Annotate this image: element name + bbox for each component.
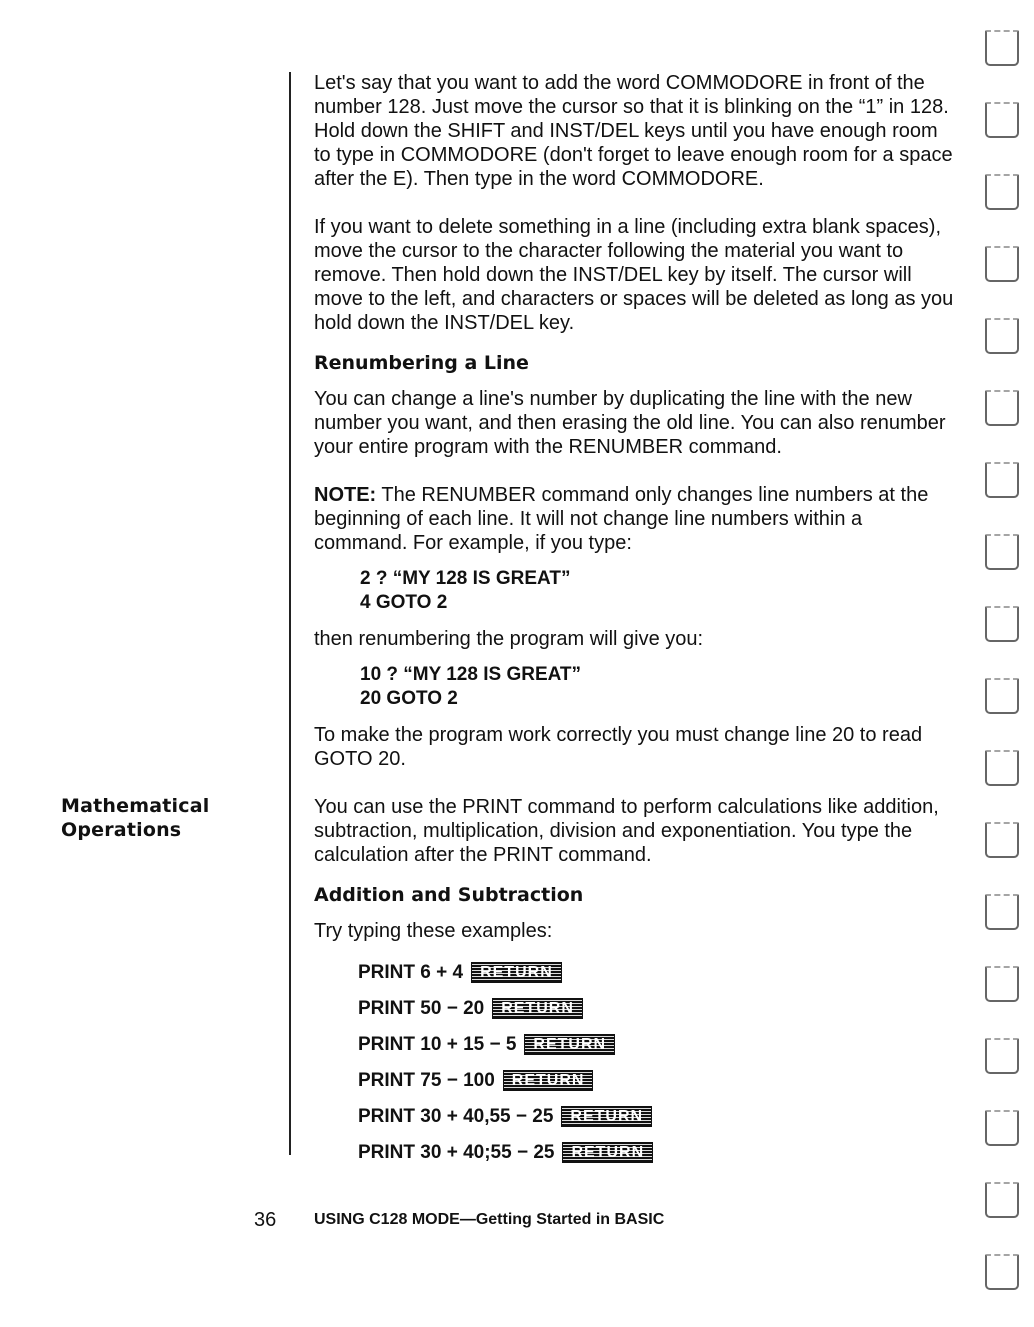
return-key-icon: RETURN	[471, 962, 562, 983]
code-line: 4 GOTO 2	[360, 592, 448, 613]
binder-hole-icon	[985, 174, 1019, 210]
binder-hole-icon	[985, 102, 1019, 138]
binder-hole-icon	[985, 1254, 1019, 1290]
note-paragraph	[314, 483, 959, 555]
binder-hole-icon	[985, 606, 1019, 642]
binder-hole-icon	[985, 750, 1019, 786]
sidebar-heading-line2: Operations	[61, 819, 182, 841]
example-line	[358, 955, 959, 991]
paragraph-print: You can use the PRINT command to perform calculations like addition, subtraction, multiplication, division and exponentiation. You type the calculation after the PRINT command.	[314, 796, 939, 866]
paragraph-insert: Let's say that you want to add the word COMMODORE in front of the number 128. Just move the cursor so that it is blinking on the “1” in 128. Hold down the SHIFT and INST/DEL keys until you have enough room to type in COMMODORE (don't forget to leave enough room for a space after the E). Then type in the word COMMODORE.	[314, 72, 953, 190]
sidebar-heading-line1: Mathematical	[61, 795, 210, 817]
sidebar-heading	[61, 794, 209, 842]
return-key-icon: RETURN	[524, 1034, 615, 1055]
example-code: PRINT 75 − 100	[358, 1070, 495, 1091]
binder-hole-icon	[985, 822, 1019, 858]
running-footer: USING C128 MODE—Getting Started in BASIC	[314, 1211, 665, 1228]
heading-addition: Addition and Subtraction	[314, 884, 584, 906]
vertical-rule	[289, 72, 291, 1155]
code-block-original	[360, 567, 959, 615]
main-content	[314, 71, 959, 1171]
binder-hole-icon	[985, 390, 1019, 426]
paragraph-renumber: You can change a line's number by duplicating the line with the new number you want, and then erasing the old line. You can also renumber your entire program with the RENUMBER command.	[314, 388, 946, 458]
example-code: PRINT 50 − 20	[358, 998, 485, 1019]
paragraph-renumber-result: then renumbering the program will give you:	[314, 628, 704, 650]
example-line	[358, 1027, 959, 1063]
heading-renumbering: Renumbering a Line	[314, 352, 529, 374]
return-key-icon: RETURN	[561, 1106, 652, 1127]
binder-hole-icon	[985, 462, 1019, 498]
code-line: 2 ? “MY 128 IS GREAT”	[360, 568, 571, 589]
binder-hole-icon	[985, 678, 1019, 714]
binder-hole-icon	[985, 30, 1019, 66]
binder-hole-icon	[985, 1182, 1019, 1218]
example-code: PRINT 6 + 4	[358, 962, 464, 983]
code-line: 10 ? “MY 128 IS GREAT”	[360, 664, 582, 685]
binder-hole-icon	[985, 966, 1019, 1002]
example-line	[358, 1135, 959, 1171]
example-code: PRINT 30 + 40;55 − 25	[358, 1142, 555, 1163]
example-list	[358, 955, 959, 1171]
example-line	[358, 1063, 959, 1099]
binder-hole-icon	[985, 1110, 1019, 1146]
binder-hole-icon	[985, 894, 1019, 930]
return-key-icon: RETURN	[492, 998, 583, 1019]
paragraph-try: Try typing these examples:	[314, 920, 553, 942]
example-line	[358, 991, 959, 1027]
return-key-icon: RETURN	[503, 1070, 594, 1091]
paragraph-delete: If you want to delete something in a line (including extra blank spaces), move the cursor to the character following the material you want to remove. Then hold down the INST/DEL key by itself. The cursor will move to the left, and characters or spaces will be deleted as long as you hold down the INST/DEL key.	[314, 216, 954, 334]
binder-hole-icon	[985, 246, 1019, 282]
code-block-renumbered	[360, 663, 959, 711]
example-code: PRINT 30 + 40,55 − 25	[358, 1106, 554, 1127]
paragraph-goto: To make the program work correctly you must change line 20 to read GOTO 20.	[314, 724, 923, 770]
return-key-icon: RETURN	[562, 1142, 653, 1163]
binder-hole-icon	[985, 1038, 1019, 1074]
binder-hole-icon	[985, 534, 1019, 570]
binder-hole-icon	[985, 318, 1019, 354]
example-code: PRINT 10 + 15 − 5	[358, 1034, 517, 1055]
page-number: 36	[254, 1209, 277, 1231]
note-text: The RENUMBER command only changes line numbers at the beginning of each line. It will not change line numbers within a command. For example, if you type:	[314, 484, 929, 554]
code-line: 20 GOTO 2	[360, 688, 458, 709]
example-line	[358, 1099, 959, 1135]
binder-holes	[985, 30, 1021, 1300]
note-label: NOTE:	[314, 484, 377, 506]
